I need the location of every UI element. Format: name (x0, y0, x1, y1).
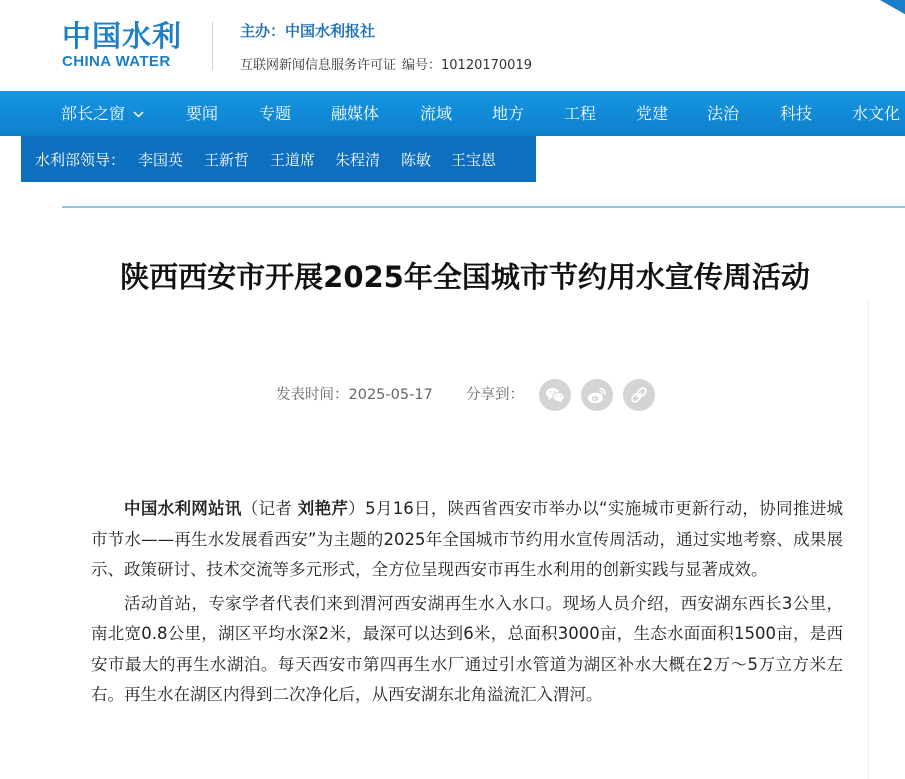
date-label: 发表时间： (276, 387, 349, 403)
nav-item-label: 部长之窗 (61, 104, 126, 123)
article-body (91, 494, 843, 711)
sponsor-text: 主办：中国水利报社 (240, 22, 376, 40)
wechat-icon (539, 379, 571, 411)
site-header (0, 0, 905, 91)
nav-item-law[interactable]: 法治 (707, 104, 740, 123)
corner-triangle-icon (880, 0, 905, 16)
reporter-suffix: ） (348, 499, 366, 518)
share-link-button[interactable] (623, 379, 655, 411)
leader-link[interactable]: 李国英 (138, 151, 184, 169)
main-nav (0, 91, 905, 136)
nav-item-science[interactable]: 科技 (780, 104, 813, 123)
leader-link[interactable]: 王道席 (270, 151, 316, 169)
reporter-prefix: （记者 (241, 499, 298, 518)
leaders-dropdown (21, 136, 536, 182)
article-paragraph (91, 494, 843, 586)
logo-english-text: CHINA WATER (62, 53, 171, 70)
share-label: 分享到： (466, 387, 524, 403)
publish-date: 2025-05-17 (348, 387, 433, 403)
link-icon (623, 379, 655, 411)
leaders-label: 水利部领导： (35, 151, 126, 169)
nav-item-party[interactable]: 党建 (636, 104, 669, 123)
nav-item-basins[interactable]: 流域 (420, 104, 453, 123)
license-info (240, 54, 538, 73)
leader-link[interactable]: 朱程清 (335, 151, 381, 169)
chevron-down-icon (133, 111, 144, 118)
content-side-border (868, 300, 869, 779)
nav-item-minister-window[interactable] (61, 91, 144, 136)
article-title: 陕西西安市开展2025年全国城市节约用水宣传周活动 (120, 260, 810, 294)
share-wechat-button[interactable] (539, 379, 571, 411)
logo-chinese-text: 中国水利 (62, 19, 183, 53)
share-weibo-button[interactable] (581, 379, 613, 411)
weibo-icon (581, 379, 613, 411)
reporter-name: 刘艳芹 (297, 499, 349, 518)
leader-link[interactable]: 陈敏 (401, 151, 432, 169)
news-source: 中国水利网站讯 (124, 499, 242, 518)
license-label: 互联网新闻信息服务许可证 (240, 58, 397, 73)
leader-link[interactable]: 王新哲 (204, 151, 250, 169)
lead-text: 5月16日，陕西省西安市举办以“实施城市更新行动，协同推进城市节水——再生水发展看西安”为主题的2025年全国城市节约用水宣传周活动，通过实地考察、成果展示、政策研讨、技术交流等多元形式，全方位呈现西安市再生水利用的创新实践与显著成效。 (91, 499, 844, 579)
leader-link[interactable]: 王宝恩 (451, 151, 497, 169)
header-divider (212, 22, 213, 70)
nav-item-local[interactable]: 地方 (492, 104, 525, 123)
article-meta (276, 381, 524, 409)
nav-item-topics[interactable]: 专题 (259, 104, 292, 123)
nav-item-culture[interactable]: 水文化 (852, 104, 901, 123)
nav-item-media[interactable]: 融媒体 (331, 104, 380, 123)
nav-item-engineering[interactable]: 工程 (564, 104, 597, 123)
license-number: 编号：10120170019 (402, 58, 532, 73)
content-divider (62, 206, 905, 208)
article-paragraph: 活动首站，专家学者代表们来到渭河西安湖再生水入水口。现场人员介绍，西安湖东西长3公里，南北宽0.8公里，湖区平均水深2米，最深可以达到6米，总面积3000亩，生态水面面积1500亩，是西安市最大的再生水湖泊。每天西安市第四再生水厂通过引水管道为湖区补水大概在2万～5万立方米左右。再生水在湖区内得到二次净化后，从西安湖东北角溢流汇入渭河。 (91, 593, 843, 704)
site-logo[interactable] (62, 20, 184, 70)
nav-item-news[interactable]: 要闻 (186, 104, 219, 123)
